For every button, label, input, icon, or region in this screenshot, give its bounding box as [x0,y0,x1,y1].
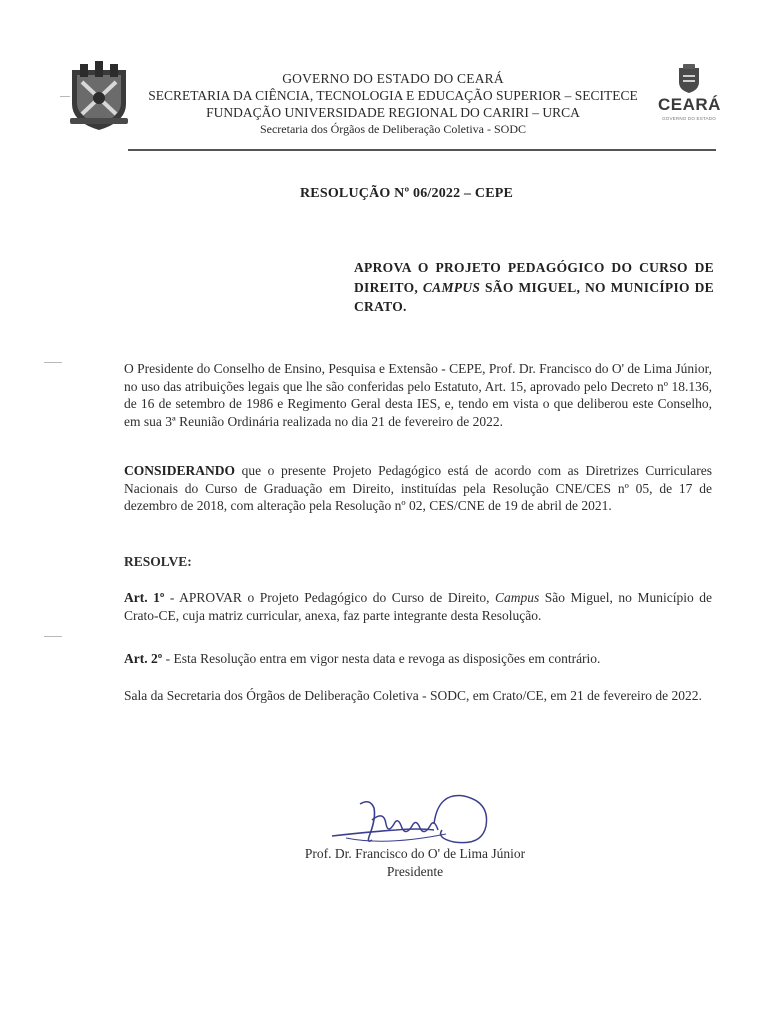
resolve-heading: RESOLVE: [124,554,192,569]
considerando-paragraph [124,462,712,515]
scan-edge-mark [60,96,70,97]
article-1 [124,589,712,624]
article-1-campus: Campus [494,590,540,605]
header-department: Secretaria dos Órgãos de Deliberação Coletiva - SODC [259,122,527,136]
summary-campus: CAMPUS [422,279,481,295]
logo-wordmark: CEARÁ [658,95,721,114]
summary-part1: APROVA O PROJETO PEDAGÓGICO DO CURSO DE DIREITO, [354,260,714,295]
article-1-part2: São Miguel, no Município de Crato-CE, cuja matriz curricular, anexa, faz parte integrante desta Resolução. [124,590,712,623]
header-secretariat: SECRETARIA DA CIÊNCIA, TECNOLOGIA E EDUCAÇÃO SUPERIOR – SECITECE [148,88,638,103]
considerando-label: CONSIDERANDO [124,463,236,478]
article-2-label: Art. 2º [124,651,163,666]
preamble-paragraph: O Presidente do Conselho de Ensino, Pesquisa e Extensão - CEPE, Prof. Dr. Francisco do O' de Lima Júnior, no uso das atribuições legais que lhe são conferidas pelo Estatuto, Art. 15, aprovado pelo Decreto nº 18.136, de 16 de setembro de 1986 e Regimento Geral desta IES, e, tendo em vista o que deliberou este Conselho, em sua 3ª Reunião Ordinária realizada no dia 21 de fevereiro de 2022. [124,361,712,429]
resolution-title: RESOLUÇÃO Nº 06/2022 – CEPE [300,186,514,201]
article-2-text: - Esta Resolução entra em vigor nesta data e revoga as disposições em contrário. [162,651,601,666]
article-1-label: Art. 1º [124,590,165,605]
ceara-seal-icon [676,64,702,94]
header-divider [128,149,716,151]
signer-name: Prof. Dr. Francisco do O' de Lima Júnior [304,846,526,861]
resolution-summary [354,258,714,317]
signature-block [250,845,580,881]
urca-crest-icon [68,60,130,132]
header-foundation: FUNDAÇÃO UNIVERSIDADE REGIONAL DO CARIRI – URCA [206,105,580,120]
closing-paragraph: Sala da Secretaria dos Órgãos de Deliberação Coletiva - SODC, em Crato/CE, em 21 de fevereiro de 2022. [124,688,702,703]
summary-part2: SÃO MIGUEL, NO MUNICÍPIO DE CRATO. [354,279,714,314]
article-2 [124,650,712,668]
header-government: GOVERNO DO ESTADO DO CEARÁ [282,71,504,86]
institution-header [128,70,658,138]
considerando-text: que o presente Projeto Pedagógico está de acordo com as Diretrizes Curriculares Nacionais do Curso de Graduação em Direito, instituídas pela Resolução CNE/CES nº 05, de 17 de dezembro de 2018, com alteração pela Resolução nº 02, CES/CNE de 19 de abril de 2021. [124,463,712,513]
signer-role: Presidente [386,864,444,879]
scan-edge-mark [44,636,62,637]
logo-subtext: GOVERNO DO ESTADO [662,116,716,121]
ceara-logo [658,64,720,138]
article-1-part1: - APROVAR o Projeto Pedagógico do Curso de Direito, [164,590,495,605]
scan-edge-mark [44,362,62,363]
